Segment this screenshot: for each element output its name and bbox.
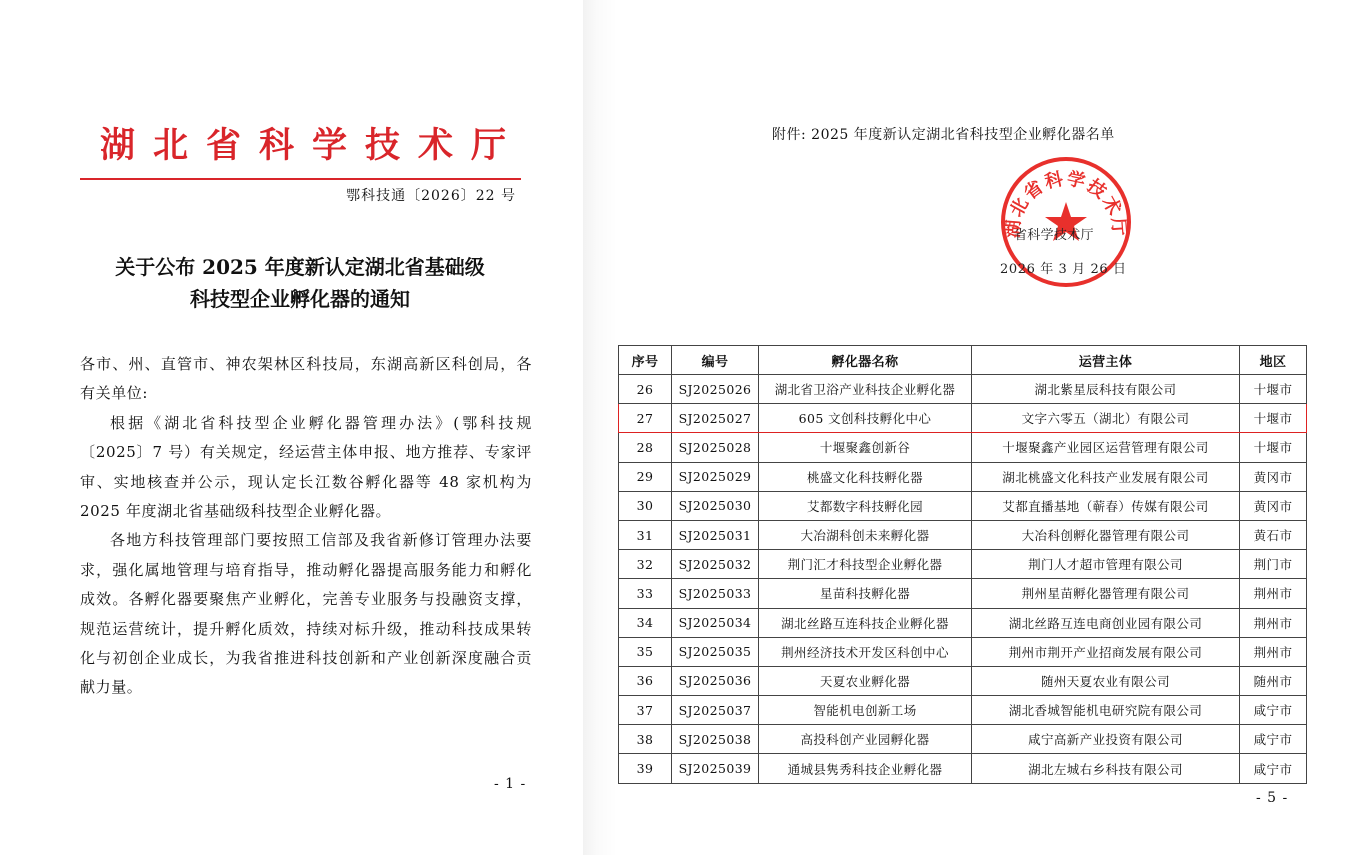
header-region: 地区 [1240,346,1307,375]
cell-code: SJ2025029 [672,462,759,491]
cell-operator: 大冶科创孵化器管理有限公司 [972,520,1240,549]
cell-incubator-name: 星苗科技孵化器 [759,579,972,608]
seal-date: 2026 年 3 月 26 日 [1000,262,1127,277]
cell-operator: 艾都直播基地（蕲春）传媒有限公司 [972,491,1240,520]
cell-code: SJ2025028 [672,433,759,462]
cell-serial: 33 [619,579,672,608]
cell-region: 十堰市 [1240,433,1307,462]
cell-serial: 37 [619,696,672,725]
cell-operator: 湖北丝路互连电商创业园有限公司 [972,608,1240,637]
cell-region: 咸宁市 [1240,754,1307,783]
table-row [619,550,1307,579]
cell-incubator-name: 大冶湖科创未来孵化器 [759,520,972,549]
header-incubator-name: 孵化器名称 [759,346,972,375]
table-row [619,433,1307,462]
cell-operator: 荆州星苗孵化器管理有限公司 [972,579,1240,608]
cell-code: SJ2025034 [672,608,759,637]
cell-code: SJ2025036 [672,666,759,695]
header-serial: 序号 [619,346,672,375]
notice-title-line-2: 科技型企业孵化器的通知 [190,287,410,311]
cell-operator: 文字六零五（湖北）有限公司 [972,404,1240,433]
cell-serial: 28 [619,433,672,462]
cell-region: 十堰市 [1240,404,1307,433]
cell-region: 黄冈市 [1240,491,1307,520]
cell-serial: 34 [619,608,672,637]
cell-region: 黄冈市 [1240,462,1307,491]
cell-operator: 荆州市荆开产业招商发展有限公司 [972,637,1240,666]
body-paragraph-2: 各地方科技管理部门要按照工信部及我省新修订管理办法要求，强化属地管理与培育指导，推动孵化器提高服务能力和孵化成效。各孵化器要聚焦产业孵化，完善专业服务与投融资支撑，规范运营统计，提升孵化质效，持续对标升级，推动科技成果转化与初创企业成长，为我省推进科技创新和产业创新深度融合贡献力量。 [80,531,532,697]
table-row [619,520,1307,549]
notice-body [80,350,532,703]
cell-incubator-name: 十堰聚鑫创新谷 [759,433,972,462]
cell-operator: 随州天夏农业有限公司 [972,666,1240,695]
cell-serial: 26 [619,375,672,404]
cell-region: 荆州市 [1240,637,1307,666]
cell-incubator-name: 智能机电创新工场 [759,696,972,725]
cell-code: SJ2025027 [672,404,759,433]
notice-title-line-1: 关于公布 2025 年度新认定湖北省基础级 [115,255,485,279]
page-number-left: - 1 - [494,776,527,792]
table-row [619,725,1307,754]
header-operator: 运营主体 [972,346,1240,375]
cell-region: 咸宁市 [1240,725,1307,754]
table-row [619,754,1307,783]
cell-code: SJ2025037 [672,696,759,725]
cell-operator: 十堰聚鑫产业园区运营管理有限公司 [972,433,1240,462]
seal-ring-textpath: 湖北省科学技术厅 [1002,168,1130,239]
cell-incubator-name: 桃盛文化科技孵化器 [759,462,972,491]
body-paragraph-1: 根据《湖北省科技型企业孵化器管理办法》(鄂科技规〔2025〕7 号）有关规定，经运营主体申报、地方推荐、专家评审、实地核查并公示，现认定长江数谷孵化器等 48 家机构为 2025 年度湖北省基础级科技型企业孵化器。 [80,413,532,521]
cell-serial: 36 [619,666,672,695]
notice-title [80,251,520,315]
cell-serial: 31 [619,520,672,549]
cell-incubator-name: 湖北丝路互连科技企业孵化器 [759,608,972,637]
cell-region: 十堰市 [1240,375,1307,404]
document-number: 鄂科技通〔2026〕22 号 [346,188,516,204]
table-row [619,608,1307,637]
agency-title: 湖北省科学技术厅 [100,125,525,166]
cell-operator: 咸宁高新产业投资有限公司 [972,725,1240,754]
cell-operator: 湖北紫星辰科技有限公司 [972,375,1240,404]
cell-incubator-name: 荆门汇才科技型企业孵化器 [759,550,972,579]
cell-code: SJ2025032 [672,550,759,579]
cell-code: SJ2025030 [672,491,759,520]
cell-region: 荆州市 [1240,608,1307,637]
cell-code: SJ2025039 [672,754,759,783]
incubator-table [618,345,1307,784]
table-header-row [619,346,1307,375]
cell-code: SJ2025031 [672,520,759,549]
table-row [619,637,1307,666]
cell-region: 荆州市 [1240,579,1307,608]
seal-organization: 省科学技术厅 [1014,228,1094,243]
header-code: 编号 [672,346,759,375]
cell-serial: 30 [619,491,672,520]
cell-serial: 29 [619,462,672,491]
cell-incubator-name: 艾都数字科技孵化园 [759,491,972,520]
cell-serial: 27 [619,404,672,433]
table-row [619,462,1307,491]
table-row-highlighted [619,404,1307,433]
cell-serial: 32 [619,550,672,579]
table-row [619,375,1307,404]
cell-region: 黄石市 [1240,520,1307,549]
cell-serial: 35 [619,637,672,666]
cell-code: SJ2025033 [672,579,759,608]
cell-serial: 39 [619,754,672,783]
cell-incubator-name: 湖北省卫浴产业科技企业孵化器 [759,375,972,404]
salutation: 各市、州、直管市、神农架林区科技局，东湖高新区科创局，各有关单位: [80,355,532,403]
cell-incubator-name: 高投科创产业园孵化器 [759,725,972,754]
red-header-rule [80,178,521,180]
cell-serial: 38 [619,725,672,754]
table-row [619,491,1307,520]
attachment-title: 附件: 2025 年度新认定湖北省科技型企业孵化器名单 [772,127,1115,143]
cell-incubator-name: 荆州经济技术开发区科创中心 [759,637,972,666]
cell-operator: 荆门人才超市管理有限公司 [972,550,1240,579]
cell-incubator-name: 天夏农业孵化器 [759,666,972,695]
cell-region: 随州市 [1240,666,1307,695]
cell-region: 咸宁市 [1240,696,1307,725]
cell-code: SJ2025035 [672,637,759,666]
cell-code: SJ2025038 [672,725,759,754]
table-row [619,666,1307,695]
cell-incubator-name: 通城县隽秀科技企业孵化器 [759,754,972,783]
cell-region: 荆门市 [1240,550,1307,579]
cell-incubator-name: 605 文创科技孵化中心 [759,404,972,433]
cell-code: SJ2025026 [672,375,759,404]
table-row [619,696,1307,725]
cell-operator: 湖北左城右乡科技有限公司 [972,754,1240,783]
table-row [619,579,1307,608]
cell-operator: 湖北桃盛文化科技产业发展有限公司 [972,462,1240,491]
cell-operator: 湖北香城智能机电研究院有限公司 [972,696,1240,725]
page-number-right: - 5 - [1256,790,1289,806]
